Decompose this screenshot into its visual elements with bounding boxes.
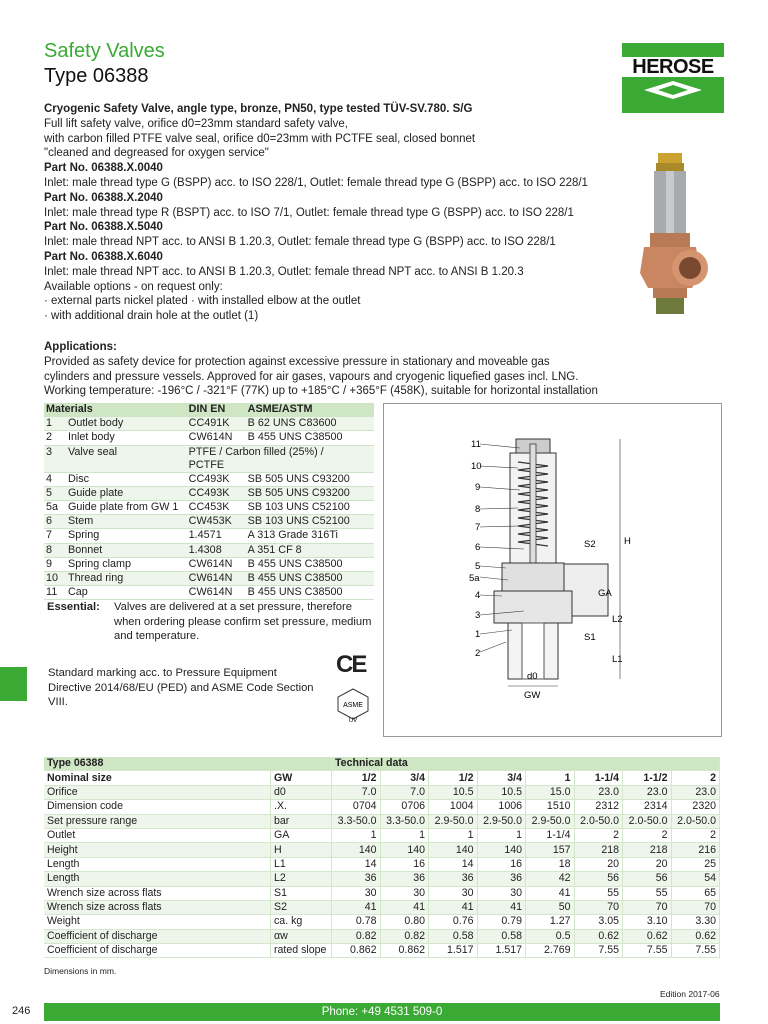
- col-header-type: Type 06388: [44, 757, 332, 771]
- value-cell: 16: [477, 857, 526, 871]
- dimensions-note: Dimensions in mm.: [44, 966, 117, 976]
- footer-bar: [44, 1003, 720, 1021]
- asme-value: A 313 Grade 316Ti: [246, 529, 374, 543]
- essential-note: [47, 600, 377, 644]
- value-cell: 41: [477, 900, 526, 914]
- value-cell: 70: [574, 900, 623, 914]
- size-cell: 2: [671, 771, 720, 785]
- value-cell: 2.0-50.0: [671, 814, 720, 828]
- item-no: 1: [44, 417, 66, 431]
- callout-5a: 5a: [469, 573, 480, 584]
- item-name: Outlet body: [66, 417, 187, 431]
- value-cell: 1006: [477, 800, 526, 814]
- table-row: [44, 900, 720, 914]
- value-cell: 2.9-50.0: [429, 814, 478, 828]
- size-cell: 1: [526, 771, 575, 785]
- value-cell: 1: [477, 828, 526, 842]
- value-cell: 0706: [380, 800, 429, 814]
- row-label: Length: [44, 857, 271, 871]
- col-header-technical: Technical data: [332, 757, 720, 771]
- label-s2: S2: [584, 539, 596, 550]
- value-cell: 2: [574, 828, 623, 842]
- din-value: 1.4308: [187, 543, 246, 557]
- table-row: [44, 417, 374, 431]
- asme-stamp-icon: [334, 687, 372, 723]
- item-name: Guide plate from GW 1: [66, 500, 187, 514]
- table-row: [44, 814, 720, 828]
- item-name: Guide plate: [66, 486, 187, 500]
- table-row: [44, 785, 720, 799]
- value-cell: 1-1/4: [526, 828, 575, 842]
- value-cell: 20: [574, 857, 623, 871]
- callout-6: 6: [475, 542, 481, 553]
- item-name: Spring: [66, 529, 187, 543]
- value-cell: 15.0: [526, 785, 575, 799]
- value-cell: 30: [477, 886, 526, 900]
- value-cell: 25: [671, 857, 720, 871]
- table-row: [44, 445, 374, 472]
- applications-line: Working temperature: -196°C / -321°F (77K) up to +185°C / +365°F (458K), suitable for horizontal installation: [44, 385, 598, 398]
- din-value: CW614N: [187, 586, 246, 600]
- item-no: 5a: [44, 500, 66, 514]
- unit: S2: [271, 900, 332, 914]
- tech-body: [44, 785, 720, 958]
- uv-text: UV: [348, 718, 358, 723]
- value-cell: 2.0-50.0: [623, 814, 672, 828]
- value-cell: 41: [526, 886, 575, 900]
- din-value: CW614N: [187, 557, 246, 571]
- value-cell: 0.76: [429, 915, 478, 929]
- callout-8: 8: [475, 504, 481, 515]
- callout-9: 9: [475, 482, 481, 493]
- essential-text: Valves are delivered at a set pressure, therefore when ordering please confirm set pressure, medium and temperature.: [114, 601, 372, 642]
- col-header-din: DIN EN: [187, 403, 246, 417]
- technical-data-table: [44, 757, 720, 958]
- value-cell: 36: [429, 872, 478, 886]
- value-cell: 55: [574, 886, 623, 900]
- part-number: Part No. 06388.X.6040: [44, 250, 163, 263]
- value-cell: 56: [574, 872, 623, 886]
- item-name: Disc: [66, 472, 187, 486]
- size-cell: 1/2: [332, 771, 381, 785]
- item-no: 2: [44, 431, 66, 445]
- size-cell: 1/2: [429, 771, 478, 785]
- value-cell: 1: [380, 828, 429, 842]
- tech-header-row: [44, 757, 720, 771]
- din-value: CW453K: [187, 515, 246, 529]
- intro-line: "cleaned and degreased for oxygen service": [44, 147, 269, 160]
- callout-3: 3: [475, 610, 481, 621]
- unit: GW: [271, 771, 332, 785]
- item-name: Stem: [66, 515, 187, 529]
- row-label: Coefficient of discharge: [44, 929, 271, 943]
- row-label: Nominal size: [44, 771, 271, 785]
- unit: bar: [271, 814, 332, 828]
- logo-text: HEROSE: [622, 57, 724, 77]
- value-cell: 1: [429, 828, 478, 842]
- value-cell: 2314: [623, 800, 672, 814]
- value-cell: 50: [526, 900, 575, 914]
- row-label: Orifice: [44, 785, 271, 799]
- table-row: [44, 828, 720, 842]
- value-cell: 2312: [574, 800, 623, 814]
- value-cell: 41: [332, 900, 381, 914]
- value-cell: 36: [332, 872, 381, 886]
- ce-mark: CE: [336, 651, 366, 678]
- callout-4: 4: [475, 590, 481, 601]
- row-label: Weight: [44, 915, 271, 929]
- valve-photo: [620, 148, 740, 323]
- part-description: Inlet: male thread NPT acc. to ANSI B 1.20.3, Outlet: female thread NPT acc. to ANSI B 1.20.3: [44, 265, 524, 278]
- item-name: Inlet body: [66, 431, 187, 445]
- row-label: Wrench size across flats: [44, 900, 271, 914]
- value-cell: 0.62: [574, 929, 623, 943]
- intro-line: Full lift safety valve, orifice d0=23mm standard safety valve,: [44, 117, 348, 130]
- intro-block: [44, 102, 644, 324]
- value-cell: 16: [380, 857, 429, 871]
- value-cell: 0.862: [380, 944, 429, 958]
- intro-line: with carbon filled PTFE valve seal, orifice d0=23mm with PCTFE seal, closed bonnet: [44, 132, 476, 145]
- value-cell: 2: [623, 828, 672, 842]
- part-description: Inlet: male thread NPT acc. to ANSI B 1.20.3, Outlet: female thread type G (BSPP) acc. to ISO 228/1: [44, 236, 556, 249]
- value-cell: 0.82: [380, 929, 429, 943]
- din-value: CW614N: [187, 431, 246, 445]
- table-row: [44, 515, 374, 529]
- unit: S1: [271, 886, 332, 900]
- value-cell: 218: [623, 843, 672, 857]
- value-cell: 0.5: [526, 929, 575, 943]
- label-d0: d0: [527, 671, 538, 682]
- options-title: Available options - on request only:: [44, 280, 223, 293]
- part-description: Inlet: male thread type G (BSPP) acc. to ISO 228/1, Outlet: female thread type G (BSPP) acc. to ISO 228/1: [44, 176, 588, 189]
- value-cell: 7.55: [671, 944, 720, 958]
- applications-line: Provided as safety device for protection against excessive pressure in stationary and moveable gas: [44, 355, 550, 368]
- item-no: 11: [44, 586, 66, 600]
- edition-text: Edition 2017-06: [660, 989, 720, 999]
- value-cell: 2.769: [526, 944, 575, 958]
- item-no: 8: [44, 543, 66, 557]
- value-cell: 23.0: [574, 785, 623, 799]
- item-name: Bonnet: [66, 543, 187, 557]
- value-cell: 0.862: [332, 944, 381, 958]
- asme-value: B 455 UNS C38500: [246, 571, 374, 585]
- item-no: 6: [44, 515, 66, 529]
- din-value: PTFE / Carbon filled (25%) / PCTFE: [187, 445, 374, 472]
- table-row: [44, 872, 720, 886]
- row-label: Height: [44, 843, 271, 857]
- item-no: 9: [44, 557, 66, 571]
- size-cell: 1-1/2: [623, 771, 672, 785]
- unit: GA: [271, 828, 332, 842]
- value-cell: 2320: [671, 800, 720, 814]
- item-name: Cap: [66, 586, 187, 600]
- unit: d0: [271, 785, 332, 799]
- item-no: 7: [44, 529, 66, 543]
- table-row: [44, 486, 374, 500]
- value-cell: 0704: [332, 800, 381, 814]
- table-row: [44, 857, 720, 871]
- value-cell: 14: [429, 857, 478, 871]
- item-no: 4: [44, 472, 66, 486]
- essential-label: Essential:: [47, 601, 100, 613]
- callout-11: 11: [471, 439, 481, 450]
- size-cell: 3/4: [477, 771, 526, 785]
- value-cell: 140: [429, 843, 478, 857]
- value-cell: 65: [671, 886, 720, 900]
- unit: L2: [271, 872, 332, 886]
- value-cell: 55: [623, 886, 672, 900]
- value-cell: 18: [526, 857, 575, 871]
- value-cell: 20: [623, 857, 672, 871]
- din-value: CC453K: [187, 500, 246, 514]
- value-cell: 30: [429, 886, 478, 900]
- label-ga: GA: [598, 588, 612, 599]
- table-row: [44, 586, 374, 600]
- value-cell: 2.9-50.0: [477, 814, 526, 828]
- applications-block: [44, 340, 644, 399]
- side-tab: [0, 667, 27, 701]
- table-row: [44, 557, 374, 571]
- row-label: Length: [44, 872, 271, 886]
- value-cell: 3.10: [623, 915, 672, 929]
- item-no: 3: [44, 445, 66, 472]
- row-label: Dimension code: [44, 800, 271, 814]
- value-cell: 23.0: [623, 785, 672, 799]
- asme-value: SB 505 UNS C93200: [246, 472, 374, 486]
- value-cell: 70: [623, 900, 672, 914]
- value-cell: 36: [477, 872, 526, 886]
- asme-value: SB 103 UNS C52100: [246, 500, 374, 514]
- value-cell: 0.78: [332, 915, 381, 929]
- value-cell: 54: [671, 872, 720, 886]
- unit: rated slope: [271, 944, 332, 958]
- value-cell: 41: [429, 900, 478, 914]
- value-cell: 0.80: [380, 915, 429, 929]
- row-label: Set pressure range: [44, 814, 271, 828]
- value-cell: 30: [332, 886, 381, 900]
- table-row: [44, 472, 374, 486]
- value-cell: 3.3-50.0: [380, 814, 429, 828]
- table-row: [44, 944, 720, 958]
- item-name: Valve seal: [66, 445, 187, 472]
- part-number: Part No. 06388.X.0040: [44, 162, 163, 175]
- table-row: [44, 886, 720, 900]
- item-no: 5: [44, 486, 66, 500]
- value-cell: 10.5: [477, 785, 526, 799]
- value-cell: 0.82: [332, 929, 381, 943]
- value-cell: 2.0-50.0: [574, 814, 623, 828]
- table-row: [44, 800, 720, 814]
- phone-number: Phone: +49 4531 509-0: [321, 1006, 443, 1018]
- din-value: CC493K: [187, 486, 246, 500]
- col-header-asme: ASME/ASTM: [246, 403, 374, 417]
- value-cell: 14: [332, 857, 381, 871]
- asme-stamp-text: ASME: [343, 702, 363, 709]
- unit: H: [271, 843, 332, 857]
- value-cell: 0.79: [477, 915, 526, 929]
- value-cell: 7.0: [332, 785, 381, 799]
- nominal-size-row: [44, 771, 720, 785]
- value-cell: 1.517: [477, 944, 526, 958]
- din-value: CC493K: [187, 472, 246, 486]
- value-cell: 218: [574, 843, 623, 857]
- value-cell: 3.30: [671, 915, 720, 929]
- value-cell: 7.55: [623, 944, 672, 958]
- table-row: [44, 431, 374, 445]
- row-label: Outlet: [44, 828, 271, 842]
- callout-5: 5: [475, 561, 481, 572]
- value-cell: 1004: [429, 800, 478, 814]
- table-row: [44, 543, 374, 557]
- asme-value: B 455 UNS C38500: [246, 431, 374, 445]
- label-h: H: [624, 536, 631, 547]
- option-item: · external parts nickel plated · with installed elbow at the outlet: [44, 295, 361, 308]
- table-row: [44, 500, 374, 514]
- value-cell: 0.62: [623, 929, 672, 943]
- table-row: [44, 915, 720, 929]
- unit: .X.: [271, 800, 332, 814]
- page-title: Safety Valves: [44, 40, 165, 62]
- value-cell: 23.0: [671, 785, 720, 799]
- valve-section-drawing: [384, 404, 721, 736]
- value-cell: 140: [477, 843, 526, 857]
- table-row: [44, 529, 374, 543]
- label-gw: GW: [524, 690, 541, 701]
- part-number: Part No. 06388.X.2040: [44, 191, 163, 204]
- intro-heading: Cryogenic Safety Valve, angle type, bronze, PN50, type tested TÜV-SV.780. S/G: [44, 103, 473, 115]
- din-value: CC491K: [187, 417, 246, 431]
- page-number: 246: [12, 1005, 31, 1017]
- value-cell: 1: [332, 828, 381, 842]
- unit: L1: [271, 857, 332, 871]
- applications-title: Applications:: [44, 341, 117, 353]
- value-cell: 70: [671, 900, 720, 914]
- value-cell: 3.05: [574, 915, 623, 929]
- value-cell: 36: [380, 872, 429, 886]
- value-cell: 0.62: [671, 929, 720, 943]
- asme-value: B 455 UNS C38500: [246, 586, 374, 600]
- callout-2: 2: [475, 648, 481, 659]
- materials-table: [44, 403, 374, 600]
- value-cell: 7.0: [380, 785, 429, 799]
- value-cell: 1.517: [429, 944, 478, 958]
- value-cell: 140: [332, 843, 381, 857]
- size-cell: 1-1/4: [574, 771, 623, 785]
- table-row: [44, 571, 374, 585]
- asme-value: B 455 UNS C38500: [246, 557, 374, 571]
- label-l2: L2: [612, 614, 623, 625]
- value-cell: 1.27: [526, 915, 575, 929]
- col-header-materials: Materials: [44, 403, 187, 417]
- asme-value: SB 505 UNS C93200: [246, 486, 374, 500]
- value-cell: 2: [671, 828, 720, 842]
- part-description: Inlet: male thread type R (BSPT) acc. to ISO 7/1, Outlet: female thread type G (BSPP) acc. to ISO 228/1: [44, 206, 574, 219]
- value-cell: 7.55: [574, 944, 623, 958]
- value-cell: 216: [671, 843, 720, 857]
- table-row: [44, 843, 720, 857]
- sectional-drawing: [383, 403, 722, 737]
- din-value: 1.4571: [187, 529, 246, 543]
- value-cell: 0.58: [429, 929, 478, 943]
- value-cell: 1510: [526, 800, 575, 814]
- item-name: Thread ring: [66, 571, 187, 585]
- value-cell: 41: [380, 900, 429, 914]
- materials-header-row: [44, 403, 374, 417]
- value-cell: 10.5: [429, 785, 478, 799]
- item-name: Spring clamp: [66, 557, 187, 571]
- row-label: Coefficient of discharge: [44, 944, 271, 958]
- din-value: CW614N: [187, 571, 246, 585]
- asme-value: B 62 UNS C83600: [246, 417, 374, 431]
- row-label: Wrench size across flats: [44, 886, 271, 900]
- label-s1: S1: [584, 632, 596, 643]
- value-cell: 56: [623, 872, 672, 886]
- value-cell: 2.9-50.0: [526, 814, 575, 828]
- option-item: · with additional drain hole at the outlet (1): [44, 310, 259, 323]
- applications-line: cylinders and pressure vessels. Approved for air gases, vapours and cryogenic liquefied gases incl. LNG.: [44, 370, 579, 383]
- unit: ca. kg: [271, 915, 332, 929]
- value-cell: 157: [526, 843, 575, 857]
- value-cell: 42: [526, 872, 575, 886]
- asme-value: A 351 CF 8: [246, 543, 374, 557]
- table-row: [44, 929, 720, 943]
- item-no: 10: [44, 571, 66, 585]
- unit: αw: [271, 929, 332, 943]
- value-cell: 30: [380, 886, 429, 900]
- asme-value: SB 103 UNS C52100: [246, 515, 374, 529]
- value-cell: 3.3-50.0: [332, 814, 381, 828]
- size-cell: 3/4: [380, 771, 429, 785]
- value-cell: 0.58: [477, 929, 526, 943]
- value-cell: 140: [380, 843, 429, 857]
- marking-text: Standard marking acc. to Pressure Equipment Directive 2014/68/EU (PED) and ASME Code Section VIII.: [48, 667, 314, 708]
- part-number: Part No. 06388.X.5040: [44, 221, 163, 234]
- callout-1: 1: [475, 629, 481, 640]
- callout-10: 10: [471, 461, 482, 472]
- page-subtitle: Type 06388: [44, 65, 149, 87]
- callout-7: 7: [475, 522, 481, 533]
- label-l1: L1: [612, 654, 623, 665]
